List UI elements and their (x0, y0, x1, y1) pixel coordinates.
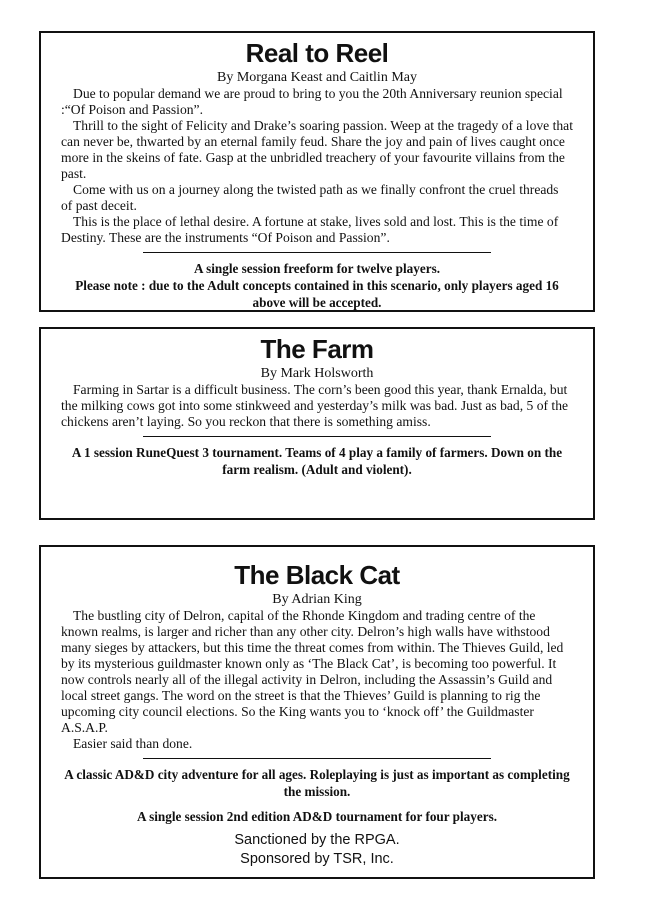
description-paragraph: Easier said than done. (73, 736, 193, 751)
session-note: A single session freeform for twelve players. (194, 261, 440, 276)
event-box-the-farm (39, 327, 595, 520)
session-note: A 1 session RuneQuest 3 tournament. Teams of 4 play a family of farmers. Down on the farm realism. (Adult and violent). (71, 445, 563, 477)
description-paragraph: Farming in Sartar is a difficult business. The corn’s been good this year, thank Ernalda, but the milking cows got into some stinkweed and yesterday’s milk was bad. Just as bad, 5 of the chickens aren’t laying. So you reckon that there is something amiss. (61, 382, 569, 429)
age-restriction-note: Please note : due to the Adult concepts contained in this scenario, only players aged 16 above will be accepted. (75, 278, 559, 310)
event-byline: By Mark Holsworth (260, 366, 374, 381)
event-byline: By Morgana Keast and Caitlin May (217, 70, 417, 85)
description-paragraph: Thrill to the sight of Felicity and Drake’s soaring passion. Weep at the tragedy of a love that can never be, thwarted by an eternal family feud. Share the joy and pain of lives caught once more in the skeins of fate. Gasp at the unbridled treachery of your favourite villains from the past. (61, 118, 573, 181)
divider (143, 436, 491, 437)
description-paragraph: This is the place of lethal desire. A fortune at stake, lives sold and lost. This is the time of Destiny. These are the instruments “Of Poison and Passion”. (61, 214, 559, 245)
session-note: A classic AD&D city adventure for all ages. Roleplaying is just as important as completing the mission. (64, 767, 570, 799)
divider (143, 758, 491, 759)
event-title: The Farm (260, 334, 374, 364)
event-title: The Black Cat (234, 560, 400, 590)
event-box-real-to-reel (39, 31, 595, 312)
description-paragraph: The bustling city of Delron, capital of the Rhonde Kingdom and trading centre of the known realms, is larger and richer than any other city. Delron’s high walls have withstood many sieges by attackers, but this time the threat comes from within. The Thieves Guild, led by its mysterious guildmaster known only as ‘The Black Cat’, is becoming too powerful. It now controls nearly all of the illegal activity in Delron, including the Assassin’s Guild and local street gangs. The word on the street is that the Thieves’ Guild is planning to rig the upcoming city council elections. So the King wants you to ‘knock off’ the Guildmaster A.S.A.P. (61, 608, 564, 735)
sanctioned-line: Sanctioned by the RPGA. (234, 832, 400, 848)
event-box-the-black-cat (39, 545, 595, 879)
tournament-note: A single session 2nd edition AD&D tournament for four players. (137, 809, 497, 824)
description-paragraph: Due to popular demand we are proud to bring to you the 20th Anniversary reunion special :“Of Poison and Passion”. (61, 86, 563, 117)
divider (143, 252, 491, 253)
description-paragraph: Come with us on a journey along the twisted path as we finally confront the cruel threads of past deceit. (61, 182, 559, 213)
sponsored-line: Sponsored by TSR, Inc. (240, 851, 394, 867)
event-byline: By Adrian King (272, 592, 362, 607)
event-title: Real to Reel (245, 38, 389, 68)
